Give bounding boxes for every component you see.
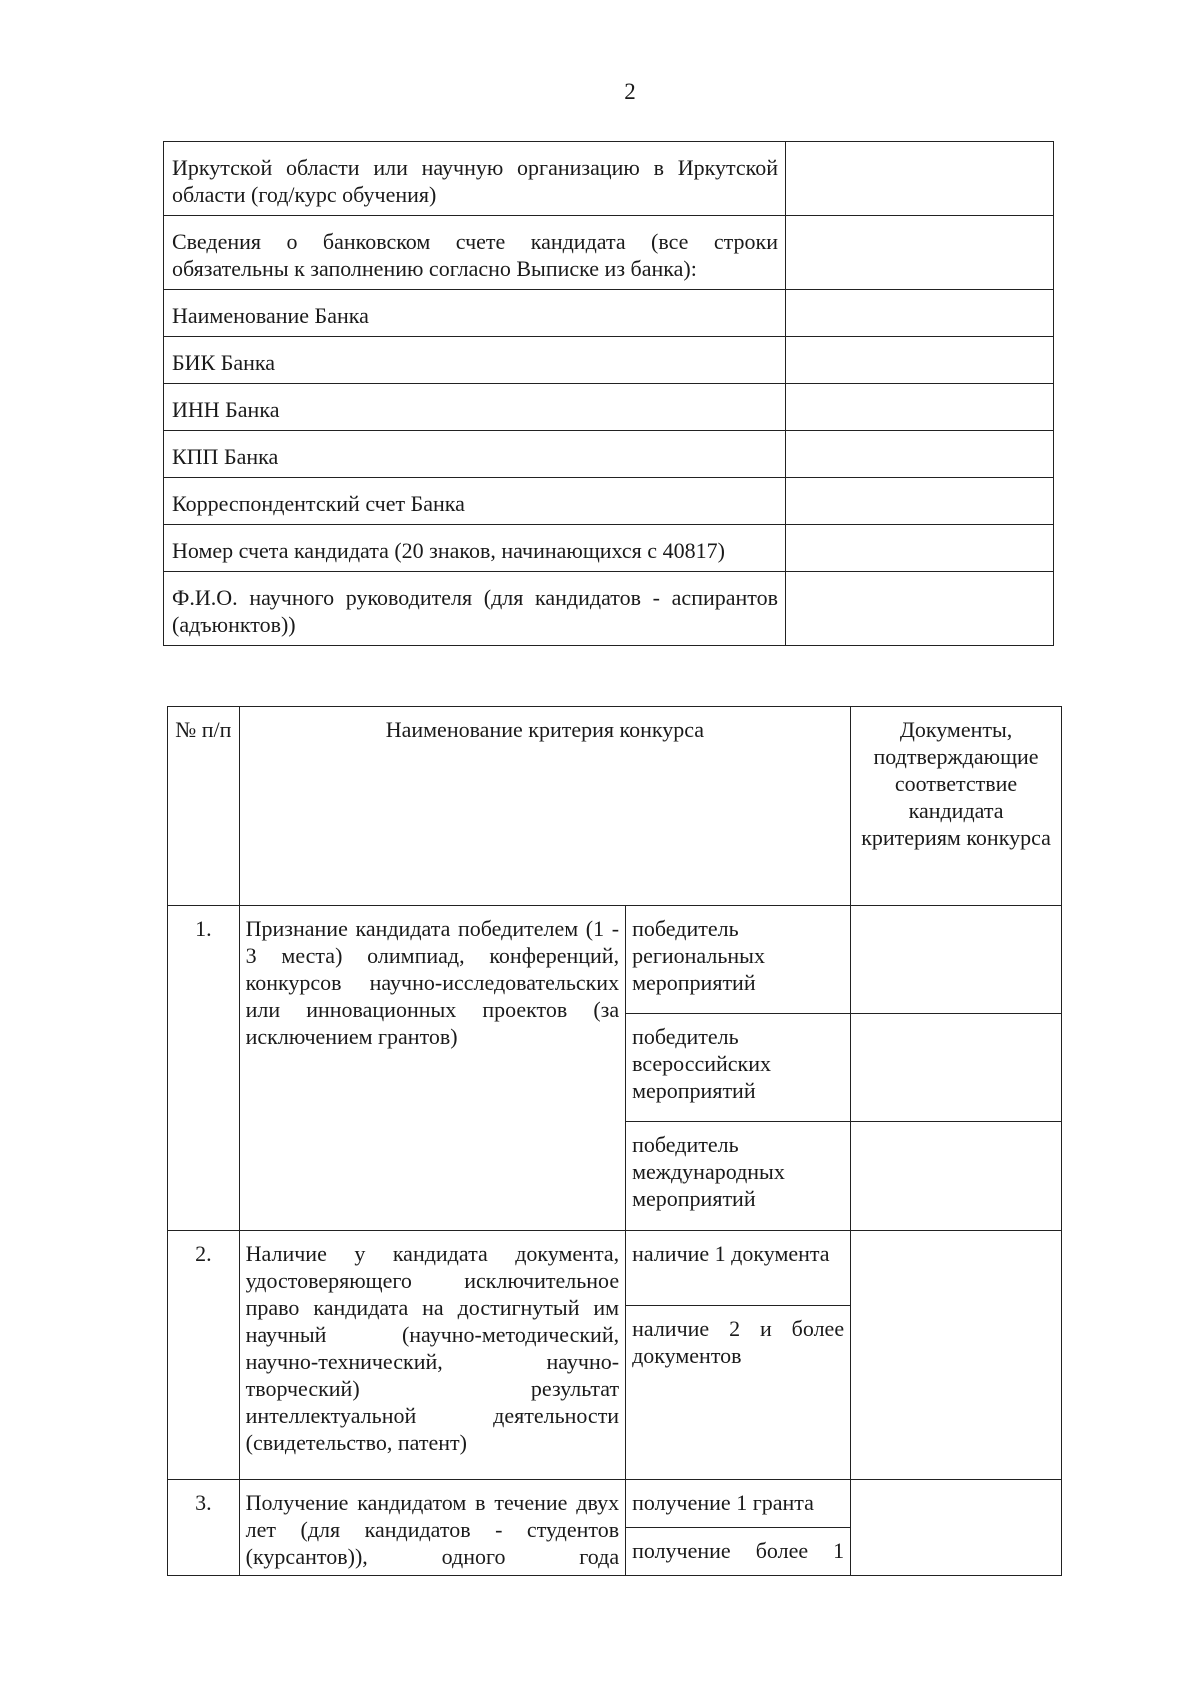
table-row <box>168 1480 1062 1528</box>
criterion-name: Наличие у кандидата документа, удостоверяющего исключительное право кандидата на достигнутый им научный (научно-методический, научно-технический, научно-творческий) результат интеллектуальной деятельности (свидетельство, патент) <box>239 1231 625 1480</box>
criterion-subitem: победитель региональных мероприятий <box>626 906 851 1014</box>
row-value-cell[interactable] <box>786 337 1054 384</box>
row-label: Наименование Банка <box>164 290 786 337</box>
row-label: КПП Банка <box>164 431 786 478</box>
row-label: Иркутской области или научную организацию в Иркутской области (год/курс обучения) <box>164 142 786 216</box>
criterion-number: 2. <box>168 1231 240 1480</box>
table-row <box>164 572 1054 646</box>
table-row <box>164 216 1054 290</box>
table-row <box>164 337 1054 384</box>
criterion-subitem: победитель международных мероприятий <box>626 1122 851 1231</box>
row-label: ИНН Банка <box>164 384 786 431</box>
row-value-cell[interactable] <box>786 431 1054 478</box>
documents-cell[interactable] <box>851 1480 1062 1576</box>
criterion-name: Признание кандидата победителем (1 - 3 места) олимпиад, конференций, конкурсов научно-исследовательских или инновационных проектов (за исключением грантов) <box>239 906 625 1231</box>
row-label: Корреспондентский счет Банка <box>164 478 786 525</box>
row-label: Ф.И.О. научного руководителя (для кандидатов - аспирантов (адъюнктов)) <box>164 572 786 646</box>
documents-cell[interactable] <box>851 1231 1062 1480</box>
table-row <box>164 525 1054 572</box>
table-row <box>164 431 1054 478</box>
documents-cell[interactable] <box>851 1122 1062 1231</box>
row-value-cell[interactable] <box>786 142 1054 216</box>
row-value-cell[interactable] <box>786 384 1054 431</box>
candidate-info-table <box>163 141 1054 646</box>
table-row <box>164 142 1054 216</box>
row-value-cell[interactable] <box>786 478 1054 525</box>
criterion-subitem: получение 1 гранта <box>626 1480 851 1528</box>
row-label: Сведения о банковском счете кандидата (все строки обязательны к заполнению согласно Выписке из банка): <box>164 216 786 290</box>
row-label: БИК Банка <box>164 337 786 384</box>
criterion-subitem: наличие 1 документа <box>626 1231 851 1306</box>
table-header-row <box>168 707 1062 906</box>
table-row <box>164 290 1054 337</box>
documents-cell[interactable] <box>851 906 1062 1014</box>
header-num: № п/п <box>168 707 240 906</box>
header-criterion-name: Наименование критерия конкурса <box>239 707 850 906</box>
header-documents: Документы, подтверждающие соответствие кандидата критериям конкурса <box>851 707 1062 906</box>
table-row <box>168 1231 1062 1306</box>
table-row <box>164 478 1054 525</box>
page-number: 2 <box>624 79 636 104</box>
table-row <box>168 906 1062 1014</box>
criterion-subitem: победитель всероссийских мероприятий <box>626 1014 851 1122</box>
row-value-cell[interactable] <box>786 290 1054 337</box>
row-value-cell[interactable] <box>786 572 1054 646</box>
row-value-cell[interactable] <box>786 525 1054 572</box>
row-value-cell[interactable] <box>786 216 1054 290</box>
criteria-table <box>167 706 1062 1576</box>
criterion-number: 1. <box>168 906 240 1231</box>
row-label: Номер счета кандидата (20 знаков, начинающихся с 40817) <box>164 525 786 572</box>
documents-cell[interactable] <box>851 1014 1062 1122</box>
table-row <box>164 384 1054 431</box>
criterion-subitem: наличие 2 и более документов <box>626 1306 851 1480</box>
criterion-name: Получение кандидатом в течение двух лет (для кандидатов - студентов (курсантов)), одного года <box>239 1480 625 1576</box>
criterion-subitem: получение более 1 <box>626 1528 851 1576</box>
criterion-number: 3. <box>168 1480 240 1576</box>
